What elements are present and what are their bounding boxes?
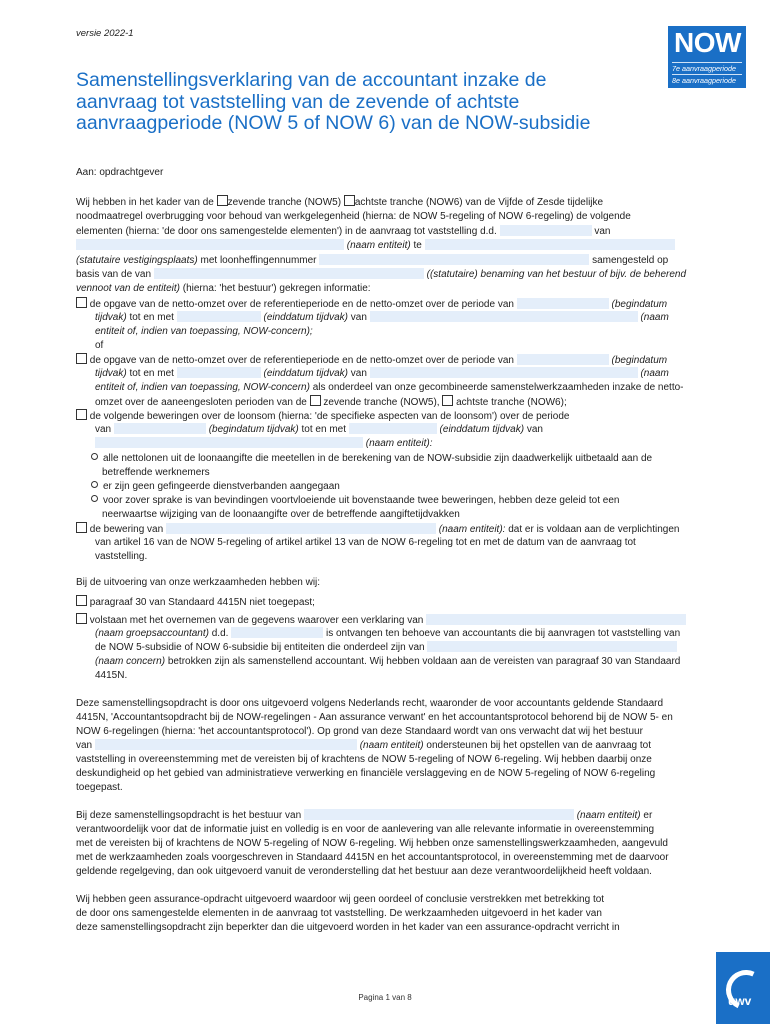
now-logo-line2: 8e aanvraagperiode	[672, 76, 736, 85]
checkbox-option-2[interactable]	[76, 353, 87, 364]
now-logo-line1: 7e aanvraagperiode	[672, 64, 736, 73]
paragraph-line: Deze samenstellingsopdracht is door ons uitgevoerd volgens Nederlands recht, waaronder de voor accountants geldende Standaard	[76, 698, 664, 709]
intro-line-6: basis van de van ((statutaire) benaming van het bestuur of bijv. de beherend	[76, 269, 687, 280]
execution-option-a: paragraaf 30 van Standaard 4415N niet toegepast;	[76, 595, 716, 610]
begin-date-field[interactable]	[517, 298, 609, 309]
uwv-logo	[716, 952, 770, 1024]
execution-option-b-line-3: de NOW 5-subsidie of NOW 6-subsidie bij entiteiten die onderdeel zijn van	[95, 641, 735, 655]
paragraph-line: 4415N, 'Accountantsopdracht bij de NOW-regelingen - Aan assurance verwant' en het accountantsprotocol behorend bij de NOW 5- en	[76, 712, 673, 723]
entity-field[interactable]	[95, 739, 357, 750]
end-date-field[interactable]	[177, 367, 261, 378]
checkbox-group-accountant[interactable]	[76, 613, 87, 624]
payroll-number-field[interactable]	[319, 254, 589, 265]
begin-date-field[interactable]	[114, 423, 206, 434]
paragraph-line: van (naam entiteit) ondersteunen bij het opstellen van de aanvraag tot	[76, 740, 651, 751]
option-4-line-3: vaststelling.	[95, 551, 148, 562]
entity-field[interactable]	[370, 311, 638, 322]
addressee: Aan: opdrachtgever	[76, 167, 164, 178]
location-field[interactable]	[425, 239, 675, 250]
paragraph-line: NOW 6-regelingen (hierna: 'het accountantsprotocol'). Op grond van deze Standaard wordt van ons verwacht dat wij het bestuur	[76, 726, 643, 737]
paragraph-line: de door ons samengestelde elementen in de aanvraag tot vaststelling. De werkzaamheden uitgevoerd in het kader van	[76, 908, 602, 919]
option-4-line-2: van artikel 16 van de NOW 5-regeling of artikel artikel 13 van de NOW 6-regeling tot en met de datum van de aanvraag tot	[95, 537, 636, 548]
uwv-logo-text: uwv	[728, 994, 752, 1008]
option-2-line-3: entiteit of, indien van toepassing, NOW-concern) als onderdeel van onze gecombineerde samenstelwerkzaamheden inzake de netto-	[95, 382, 684, 393]
paragraph-line: geldende regelgeving, dan ook uitgevoerd vanuit de veronderstelling dat het bestuur aan deze verantwoordelijkheid heeft voldaan.	[76, 866, 652, 877]
list-item: er zijn geen gefingeerde dienstverbanden aangegaan	[91, 480, 731, 494]
execution-option-b-line-4: (naam concern) betrokken zijn als samenstellend accountant. Wij hebben voldaan aan de vereisten van paragraaf 30 van Standaard	[95, 656, 681, 667]
entity-field[interactable]	[95, 437, 363, 448]
begin-date-field[interactable]	[517, 354, 609, 365]
entity-field[interactable]	[304, 809, 574, 820]
option-1-line-3: entiteit of, indien van toepassing, NOW-concern);	[95, 326, 313, 337]
concern-field[interactable]	[427, 641, 677, 652]
intro-line-7: vennoot van de entiteit) (hierna: 'het bestuur') gekregen informatie:	[76, 283, 371, 294]
date-field[interactable]	[231, 627, 323, 638]
paragraph-line: deze samenstellingsopdracht zijn beperkter dan die uitgevoerd worden in het kader van een assurance-opdracht verricht in	[76, 922, 620, 933]
option-3-line-3: (naam entiteit):	[95, 437, 735, 451]
paragraph-line: Wij hebben geen assurance-opdracht uitgevoerd waardoor wij geen oordeel of conclusie verstrekken met betrekking tot	[76, 894, 605, 905]
option-1-line-2: tijdvak) tot en met (einddatum tijdvak) van (naam	[95, 312, 669, 323]
version-label: versie 2022-1	[76, 28, 134, 39]
checkbox-option-2-zevende[interactable]	[310, 395, 321, 406]
page-number: Pagina 1 van 8	[358, 993, 412, 1002]
checkbox-achtste-tranche[interactable]	[344, 195, 355, 206]
entity-field[interactable]	[370, 367, 638, 378]
intro-line-4: (naam entiteit) te	[76, 239, 716, 253]
execution-heading: Bij de uitvoering van onze werkzaamheden hebben wij:	[76, 577, 321, 588]
paragraph-line: deskundigheid op het gebied van administratieve verwerking en financiële verslaggeving en de NOW 5-regeling of NOW 6-regeling	[76, 768, 656, 779]
end-date-field[interactable]	[349, 423, 437, 434]
option-3-line-2: van (begindatum tijdvak) tot en met (einddatum tijdvak) van	[95, 424, 543, 435]
intro-line-1: Wij hebben in het kader van de zevende tranche (NOW5) achtste tranche (NOW6) van de Vijfde of Zesde tijdelijke	[76, 197, 604, 208]
paragraph-line: toegepast.	[76, 782, 123, 793]
list-item: voor zover sprake is van bevindingen voortvloeiende uit bovenstaande twee beweringen, hebben deze geleid tot een	[91, 494, 731, 508]
date-field[interactable]	[500, 225, 592, 236]
checkbox-option-3[interactable]	[76, 409, 87, 420]
list-item: neerwaartse wijziging van de loonaangifte over de betreffende aangiftetijdvakken	[102, 509, 460, 520]
intro-line-2: noodmaatregel overbrugging voor behoud van werkgelegenheid (hierna: de NOW 5-regeling of NOW 6-regeling) de volgende	[76, 211, 631, 222]
checkbox-option-1[interactable]	[76, 297, 87, 308]
list-item: betreffende werknemers	[102, 467, 210, 478]
paragraph-line: Bij deze samenstellingsopdracht is het bestuur van (naam entiteit) er	[76, 810, 653, 821]
option-1-line-1: de opgave van de netto-omzet over de referentieperiode en de netto-omzet over de periode van (begindatum	[76, 297, 716, 312]
group-accountant-field[interactable]	[426, 614, 686, 625]
checkbox-paragraph-30[interactable]	[76, 595, 87, 606]
option-3-line-1: de volgende beweringen over de loonsom (hierna: 'de specifieke aspecten van de loonsom') over de periode	[76, 409, 716, 424]
now-logo-text: NOW	[674, 27, 741, 58]
option-2-line-2: tijdvak) tot en met (einddatum tijdvak) van (naam	[95, 368, 669, 379]
execution-option-b-line-5: 4415N.	[95, 670, 128, 681]
now-logo	[668, 26, 746, 88]
paragraph-line: met de vereisten bij of krachtens de NOW 5-regeling of NOW 6-regeling. Wij hebben onze samenstellingswerkzaamheden, aangevuld	[76, 838, 668, 849]
paragraph-line: verantwoordelijk voor dat de informatie juist en volledig is en voor de aanlevering van alle relevante informatie in overeenstemming	[76, 824, 655, 835]
checkbox-option-4[interactable]	[76, 522, 87, 533]
option-2-line-1: de opgave van de netto-omzet over de referentieperiode en de netto-omzet over de periode van (begindatum	[76, 353, 716, 368]
checkbox-option-2-achtste[interactable]	[442, 395, 453, 406]
intro-line-5: (statutaire vestigingsplaats) met loonheffingennummer samengesteld op	[76, 255, 669, 266]
entity-name-field[interactable]	[76, 239, 344, 250]
entity-field[interactable]	[166, 523, 436, 534]
page-title: Samenstellingsverklaring van de accountant inzake de aanvraag tot vaststelling van de zevende of achtste aanvraagperiode (NOW 5 of NOW 6) van de NOW-subsidie	[76, 69, 591, 134]
end-date-field[interactable]	[177, 311, 261, 322]
checkbox-zevende-tranche[interactable]	[217, 195, 228, 206]
option-4-line-1: de bewering van (naam entiteit): dat er is voldaan aan de verplichtingen	[76, 522, 716, 537]
execution-option-b-line-2: (naam groepsaccountant) d.d. is ontvangen ten behoeve van accountants die bij aanvragen tot vaststelling van	[95, 628, 681, 639]
intro-line-3: elementen (hierna: 'de door ons samengestelde elementen') in de aanvraag tot vaststelling d.d. van	[76, 226, 611, 237]
list-item: alle nettolonen uit de loonaangifte die meetellen in de berekening van de NOW-subsidie zijn daadwerkelijk uitbetaald aan de	[91, 452, 731, 466]
option-2-line-4: omzet over de aaneengesloten perioden van de zevende tranche (NOW5), achtste tranche (NOW6);	[95, 397, 567, 408]
execution-option-b-line-1: volstaan met het overnemen van de gegevens waarover een verklaring van	[76, 613, 716, 628]
board-name-field[interactable]	[154, 268, 424, 279]
or-text: of	[95, 340, 104, 351]
paragraph-line: met de werkzaamheden zoals voorgeschreven in Standaard 4415N en het accountantsprotocol, in overeenstemming met de daarvoor	[76, 852, 669, 863]
paragraph-line: vaststelling in overeenstemming met de vereisten bij of krachtens de NOW 5-regeling of NOW 6-regeling. Wij hebben daarbij onze	[76, 754, 652, 765]
